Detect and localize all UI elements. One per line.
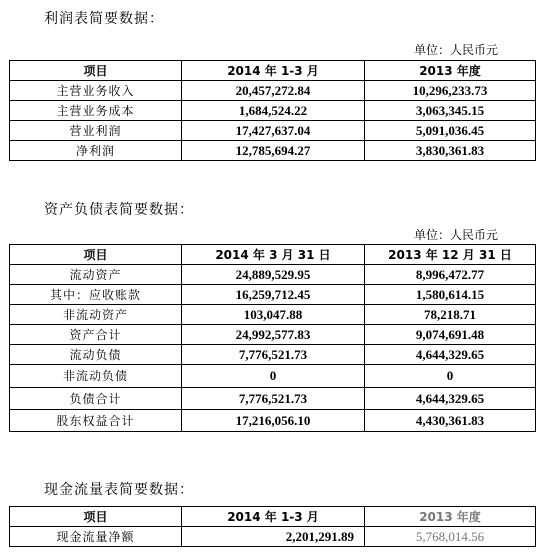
cell-value: 3,830,361.83	[365, 141, 536, 161]
cell-value: 0	[365, 365, 536, 388]
table-row	[10, 265, 536, 285]
cell-value: 1,580,614.15	[365, 285, 536, 305]
column-header: 2014 年 3 月 31 日	[182, 245, 365, 265]
cell-value: 5,091,036.45	[365, 121, 536, 141]
cell-value: 8,996,472.77	[365, 265, 536, 285]
row-label: 非流动负债	[10, 365, 182, 388]
table-row	[10, 365, 536, 388]
table-header-row	[10, 245, 536, 265]
row-label: 资产合计	[10, 325, 182, 345]
cell-value: 4,644,329.65	[365, 345, 536, 365]
cell-value: 1,684,524.22	[182, 101, 365, 121]
cell-value: 0	[182, 365, 365, 388]
cell-value: 3,063,345.15	[365, 101, 536, 121]
table-row	[10, 410, 536, 432]
column-header: 2013 年度	[365, 507, 536, 527]
cell-value: 17,216,056.10	[182, 410, 365, 432]
row-label: 净利润	[10, 141, 182, 161]
table-row	[10, 305, 536, 325]
row-label: 主营业务成本	[10, 101, 182, 121]
row-label: 营业利润	[10, 121, 182, 141]
table-row	[10, 325, 536, 345]
balance-table	[9, 244, 536, 432]
table-row	[10, 81, 536, 101]
table-row	[10, 285, 536, 305]
balance-unit: 单位：人民币元	[414, 228, 499, 242]
table-row	[10, 101, 536, 121]
table-row	[10, 141, 536, 161]
table-row	[10, 121, 536, 141]
income-unit: 单位：人民币元	[414, 43, 499, 57]
column-header: 2014 年 1-3 月	[182, 61, 365, 81]
cell-value: 16,259,712.45	[182, 285, 365, 305]
cell-value: 12,785,694.27	[182, 141, 365, 161]
cell-value: 4,644,329.65	[365, 388, 536, 410]
cell-value: 7,776,521.73	[182, 388, 365, 410]
row-label: 股东权益合计	[10, 410, 182, 432]
cell-value: 9,074,691.48	[365, 325, 536, 345]
row-label: 现金流量净额	[10, 527, 182, 547]
cell-value: 78,218.71	[365, 305, 536, 325]
cell-value: 20,457,272.84	[182, 81, 365, 101]
row-label: 流动负债	[10, 345, 182, 365]
column-header: 2014 年 1-3 月	[182, 507, 365, 527]
cashflow-heading: 现金流量表简要数据：	[44, 482, 194, 498]
cell-value: 7,776,521.73	[182, 345, 365, 365]
cell-value: 10,296,233.73	[365, 81, 536, 101]
cell-value: 24,992,577.83	[182, 325, 365, 345]
table-header-row	[10, 507, 536, 527]
column-header: 项目	[10, 507, 182, 527]
cell-value: 4,430,361.83	[365, 410, 536, 432]
cashflow-table	[9, 506, 536, 547]
cell-value: 17,427,637.04	[182, 121, 365, 141]
row-label: 负债合计	[10, 388, 182, 410]
column-header: 项目	[10, 61, 182, 81]
income-table	[9, 60, 536, 161]
table-row	[10, 388, 536, 410]
row-label: 流动资产	[10, 265, 182, 285]
column-header: 2013 年度	[365, 61, 536, 81]
cell-value: 103,047.88	[182, 305, 365, 325]
column-header: 2013 年 12 月 31 日	[365, 245, 536, 265]
table-header-row	[10, 61, 536, 81]
cell-value: 2,201,291.89	[182, 527, 365, 547]
income-heading: 利润表简要数据：	[44, 11, 164, 27]
row-label: 主营业务收入	[10, 81, 182, 101]
cell-value: 24,889,529.95	[182, 265, 365, 285]
balance-heading: 资产负债表简要数据：	[44, 202, 194, 218]
cell-value: 5,768,014.56	[365, 527, 536, 547]
row-label: 非流动资产	[10, 305, 182, 325]
table-row	[10, 345, 536, 365]
table-row	[10, 527, 536, 547]
row-label: 其中：应收账款	[10, 285, 182, 305]
column-header: 项目	[10, 245, 182, 265]
